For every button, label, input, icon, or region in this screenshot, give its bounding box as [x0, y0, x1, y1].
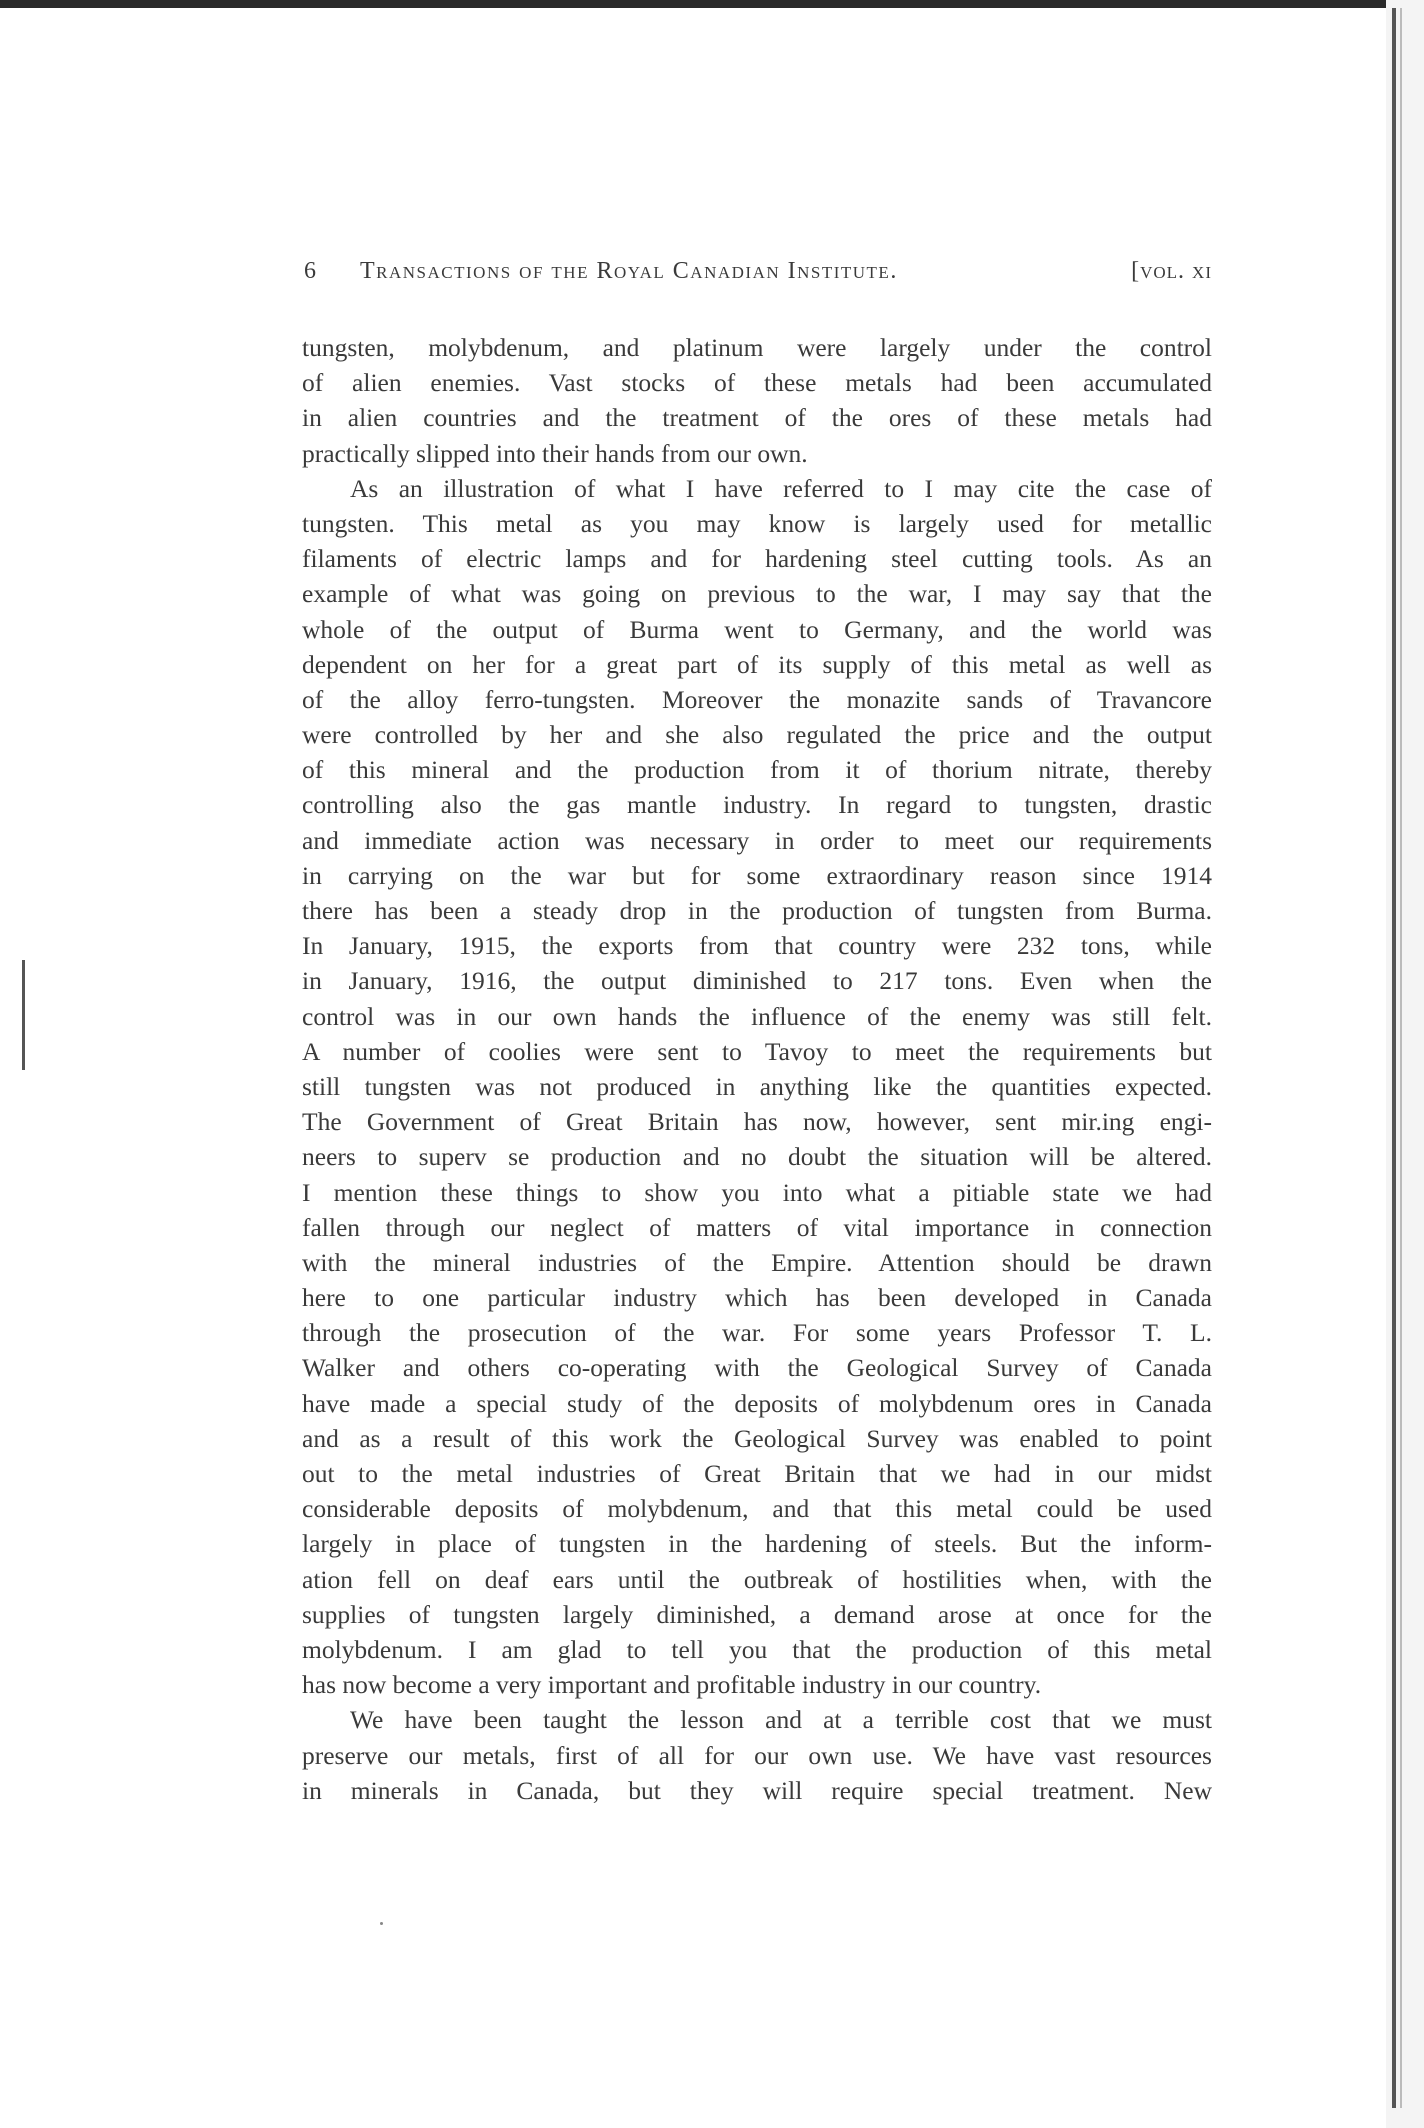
text-line: fallen through our neglect of matters of vital importance in connection: [302, 1212, 1212, 1242]
text-line: in minerals in Canada, but they will require special treatment. New: [302, 1775, 1212, 1805]
text-line: has now become a very important and profitable industry in our country.: [302, 1670, 1042, 1700]
text-line: have made a special study of the deposits of molybdenum ores in Canada: [302, 1388, 1212, 1418]
text-line: and as a result of this work the Geological Survey was enabled to point: [302, 1423, 1212, 1453]
text-line: tungsten, molybdenum, and platinum were largely under the control: [302, 333, 1212, 362]
text-line: of alien enemies. Vast stocks of these metals had been accumulated: [302, 368, 1212, 398]
text-line: of this mineral and the production from it of thorium nitrate, thereby: [302, 755, 1212, 785]
page-edge-line-secondary: [1400, 8, 1402, 2108]
text-line: practically slipped into their hands from our own.: [302, 438, 808, 468]
text-line: still tungsten was not produced in anything like the quantities expected.: [302, 1071, 1212, 1101]
text-line: there has been a steady drop in the production of tungsten from Burma.: [302, 896, 1212, 925]
scan-top-edge: [0, 0, 1386, 8]
text-line: in January, 1916, the output diminished to 217 tons. Even when the: [302, 966, 1212, 996]
text-line: in alien countries and the treatment of the ores of these metals had: [302, 403, 1212, 433]
journal-title: Transactions of the Royal Canadian Institute.: [360, 258, 898, 284]
text-line: molybdenum. I am glad to tell you that the production of this metal: [302, 1634, 1212, 1664]
text-line: control was in our own hands the influence of the enemy was still felt.: [302, 1001, 1212, 1031]
text-line: supplies of tungsten largely diminished, a demand arose at once for the: [302, 1599, 1212, 1629]
text-line: example of what was going on previous to the war, I may say that the: [302, 579, 1212, 609]
text-line: As an illustration of what I have referred to I may cite the case of: [350, 473, 1212, 503]
text-line: were controlled by her and she also regulated the price and the output: [302, 720, 1212, 750]
text-line: filaments of electric lamps and for hardening steel cutting tools. As an: [302, 544, 1212, 574]
body-text: [302, 330, 1212, 1808]
text-line: of the alloy ferro-tungsten. Moreover the monazite sands of Travancore: [302, 684, 1212, 714]
text-line: out to the metal industries of Great Britain that we had in our midst: [302, 1459, 1212, 1488]
text-line: In January, 1915, the exports from that country were 232 tons, while: [302, 931, 1212, 961]
scan-right-edge: [1386, 0, 1424, 2128]
text-line: preserve our metals, first of all for our own use. We have vast resources: [302, 1740, 1212, 1770]
text-line: with the mineral industries of the Empire. Attention should be drawn: [302, 1247, 1212, 1277]
text-line: A number of coolies were sent to Tavoy to meet the requirements but: [302, 1036, 1212, 1066]
text-line: neers to superv se production and no doubt the situation will be altered.: [302, 1142, 1212, 1172]
text-line: through the prosecution of the war. For some years Professor T. L.: [302, 1318, 1212, 1348]
scan-left-mark: [22, 960, 25, 1070]
text-line: and immediate action was necessary in order to meet our requirements: [302, 825, 1212, 855]
page-edge-line: [1392, 8, 1396, 2108]
running-head: [304, 258, 1212, 298]
page-number: 6: [304, 258, 317, 284]
text-line: controlling also the gas mantle industry. In regard to tungsten, drastic: [302, 790, 1212, 820]
text-line: dependent on her for a great part of its supply of this metal as well as: [302, 649, 1212, 679]
text-line: ation fell on deaf ears until the outbreak of hostilities when, with the: [302, 1564, 1212, 1594]
text-line: considerable deposits of molybdenum, and that this metal could be used: [302, 1494, 1212, 1524]
text-line: Walker and others co-operating with the Geological Survey of Canada: [302, 1353, 1212, 1383]
text-line: whole of the output of Burma went to Germany, and the world was: [302, 614, 1212, 644]
text-line: I mention these things to show you into what a pitiable state we had: [302, 1177, 1212, 1207]
text-line: here to one particular industry which has been developed in Canada: [302, 1283, 1212, 1313]
text-line: largely in place of tungsten in the hardening of steels. But the inform-: [302, 1529, 1212, 1559]
text-line: tungsten. This metal as you may know is largely used for metallic: [302, 508, 1212, 538]
scan-speck: [380, 1922, 383, 1925]
volume-label: [vol. xi: [1131, 258, 1212, 284]
text-line: in carrying on the war but for some extraordinary reason since 1914: [302, 860, 1212, 890]
text-line: The Government of Great Britain has now, however, sent mir.ing engi-: [302, 1107, 1212, 1137]
text-line: We have been taught the lesson and at a terrible cost that we must: [350, 1705, 1212, 1735]
